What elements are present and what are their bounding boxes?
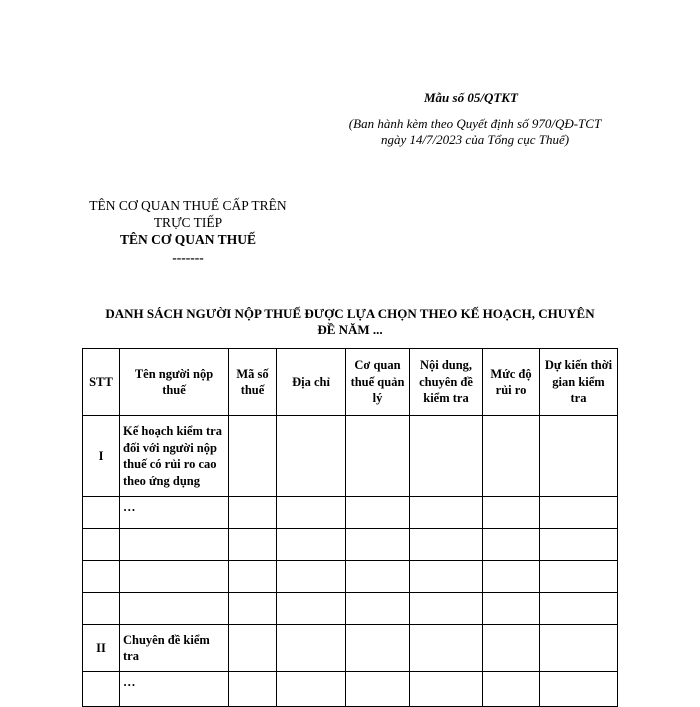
table-cell: [120, 529, 229, 561]
issuance-note-line-2: ngày 14/7/2023 của Tổng cục Thuế): [380, 132, 570, 147]
table-cell: [410, 593, 483, 625]
table-cell: [540, 593, 618, 625]
table-row-section-2: [83, 625, 618, 672]
table-row: [83, 593, 618, 625]
table-cell: [229, 497, 277, 529]
header-content: Nội dung, chuyên đề kiểm tra: [410, 349, 483, 416]
table-cell: [410, 625, 483, 672]
table-row: [83, 529, 618, 561]
header-expected-time: Dự kiến thời gian kiểm tra: [540, 349, 618, 416]
agency-block: [78, 197, 298, 267]
agency-separator: -------: [172, 250, 204, 265]
agency-name: TÊN CƠ QUAN THUẾ: [120, 232, 256, 247]
table-cell: [277, 593, 346, 625]
header-managing-agency: Cơ quan thuế quản lý: [346, 349, 410, 416]
table-cell: [120, 593, 229, 625]
table-row: [83, 672, 618, 707]
table-cell: [277, 416, 346, 497]
table-cell: [229, 416, 277, 497]
table-cell: [229, 529, 277, 561]
table-cell: [483, 593, 540, 625]
table-cell: [83, 593, 120, 625]
section-1-ellipsis: …: [120, 497, 229, 529]
superior-agency-line-2: TRỰC TIẾP: [153, 215, 223, 230]
table-header-row: [83, 349, 618, 416]
table-cell: [483, 416, 540, 497]
section-2-label: Chuyên đề kiểm tra: [120, 625, 229, 672]
issuance-note-line-1: (Ban hành kèm theo Quyết định số 970/QĐ-TCT: [348, 116, 602, 131]
table-cell: [346, 561, 410, 593]
table-cell: [540, 416, 618, 497]
table-cell: [277, 672, 346, 707]
table-cell: [229, 593, 277, 625]
table-row: [83, 561, 618, 593]
header-risk-level: Mức độ rủi ro: [483, 349, 540, 416]
document-title: [80, 306, 620, 338]
table-cell: [229, 672, 277, 707]
issuance-note: [320, 116, 630, 148]
table-cell: [410, 497, 483, 529]
table-cell: [229, 561, 277, 593]
section-1-stt: I: [83, 416, 120, 497]
header-address: Địa chỉ: [277, 349, 346, 416]
form-code: Mẫu số 05/QTKT: [424, 90, 518, 105]
document-title-line-2: ĐỀ NĂM ...: [317, 322, 383, 337]
table-cell: [346, 529, 410, 561]
document-title-line-1: DANH SÁCH NGƯỜI NỘP THUẾ ĐƯỢC LỰA CHỌN THEO KẾ HOẠCH, CHUYÊN: [105, 306, 595, 321]
table-cell: [277, 625, 346, 672]
table-cell: [277, 497, 346, 529]
table-cell: [410, 561, 483, 593]
table-cell: [410, 672, 483, 707]
table-cell: [83, 529, 120, 561]
table-cell: [277, 529, 346, 561]
table-cell: [483, 625, 540, 672]
section-2-stt: II: [83, 625, 120, 672]
table-cell: [346, 625, 410, 672]
table-cell: [83, 497, 120, 529]
table-cell: [540, 529, 618, 561]
table-cell: [120, 561, 229, 593]
superior-agency-line-1: TÊN CƠ QUAN THUẾ CẤP TRÊN: [89, 198, 287, 213]
table-cell: [483, 561, 540, 593]
table-cell: [540, 672, 618, 707]
table-row-section-1: [83, 416, 618, 497]
table-cell: [483, 497, 540, 529]
table-cell: [346, 416, 410, 497]
table-cell: [346, 672, 410, 707]
table-cell: [229, 625, 277, 672]
table-cell: [83, 672, 120, 707]
table-cell: [483, 529, 540, 561]
section-2-ellipsis: …: [120, 672, 229, 707]
table-cell: [540, 625, 618, 672]
table-cell: [410, 529, 483, 561]
table-cell: [540, 497, 618, 529]
table-cell: [540, 561, 618, 593]
table-cell: [346, 497, 410, 529]
taxpayer-table: [82, 348, 618, 707]
table-cell: [277, 561, 346, 593]
table-cell: [483, 672, 540, 707]
header-tax-code: Mã số thuế: [229, 349, 277, 416]
table-cell: [346, 593, 410, 625]
section-1-label: Kế hoạch kiểm tra đối với người nộp thuế có rủi ro cao theo ứng dụng: [120, 416, 229, 497]
table-row: [83, 497, 618, 529]
table-cell: [410, 416, 483, 497]
table-cell: [83, 561, 120, 593]
header-stt: STT: [83, 349, 120, 416]
header-taxpayer-name: Tên người nộp thuế: [120, 349, 229, 416]
